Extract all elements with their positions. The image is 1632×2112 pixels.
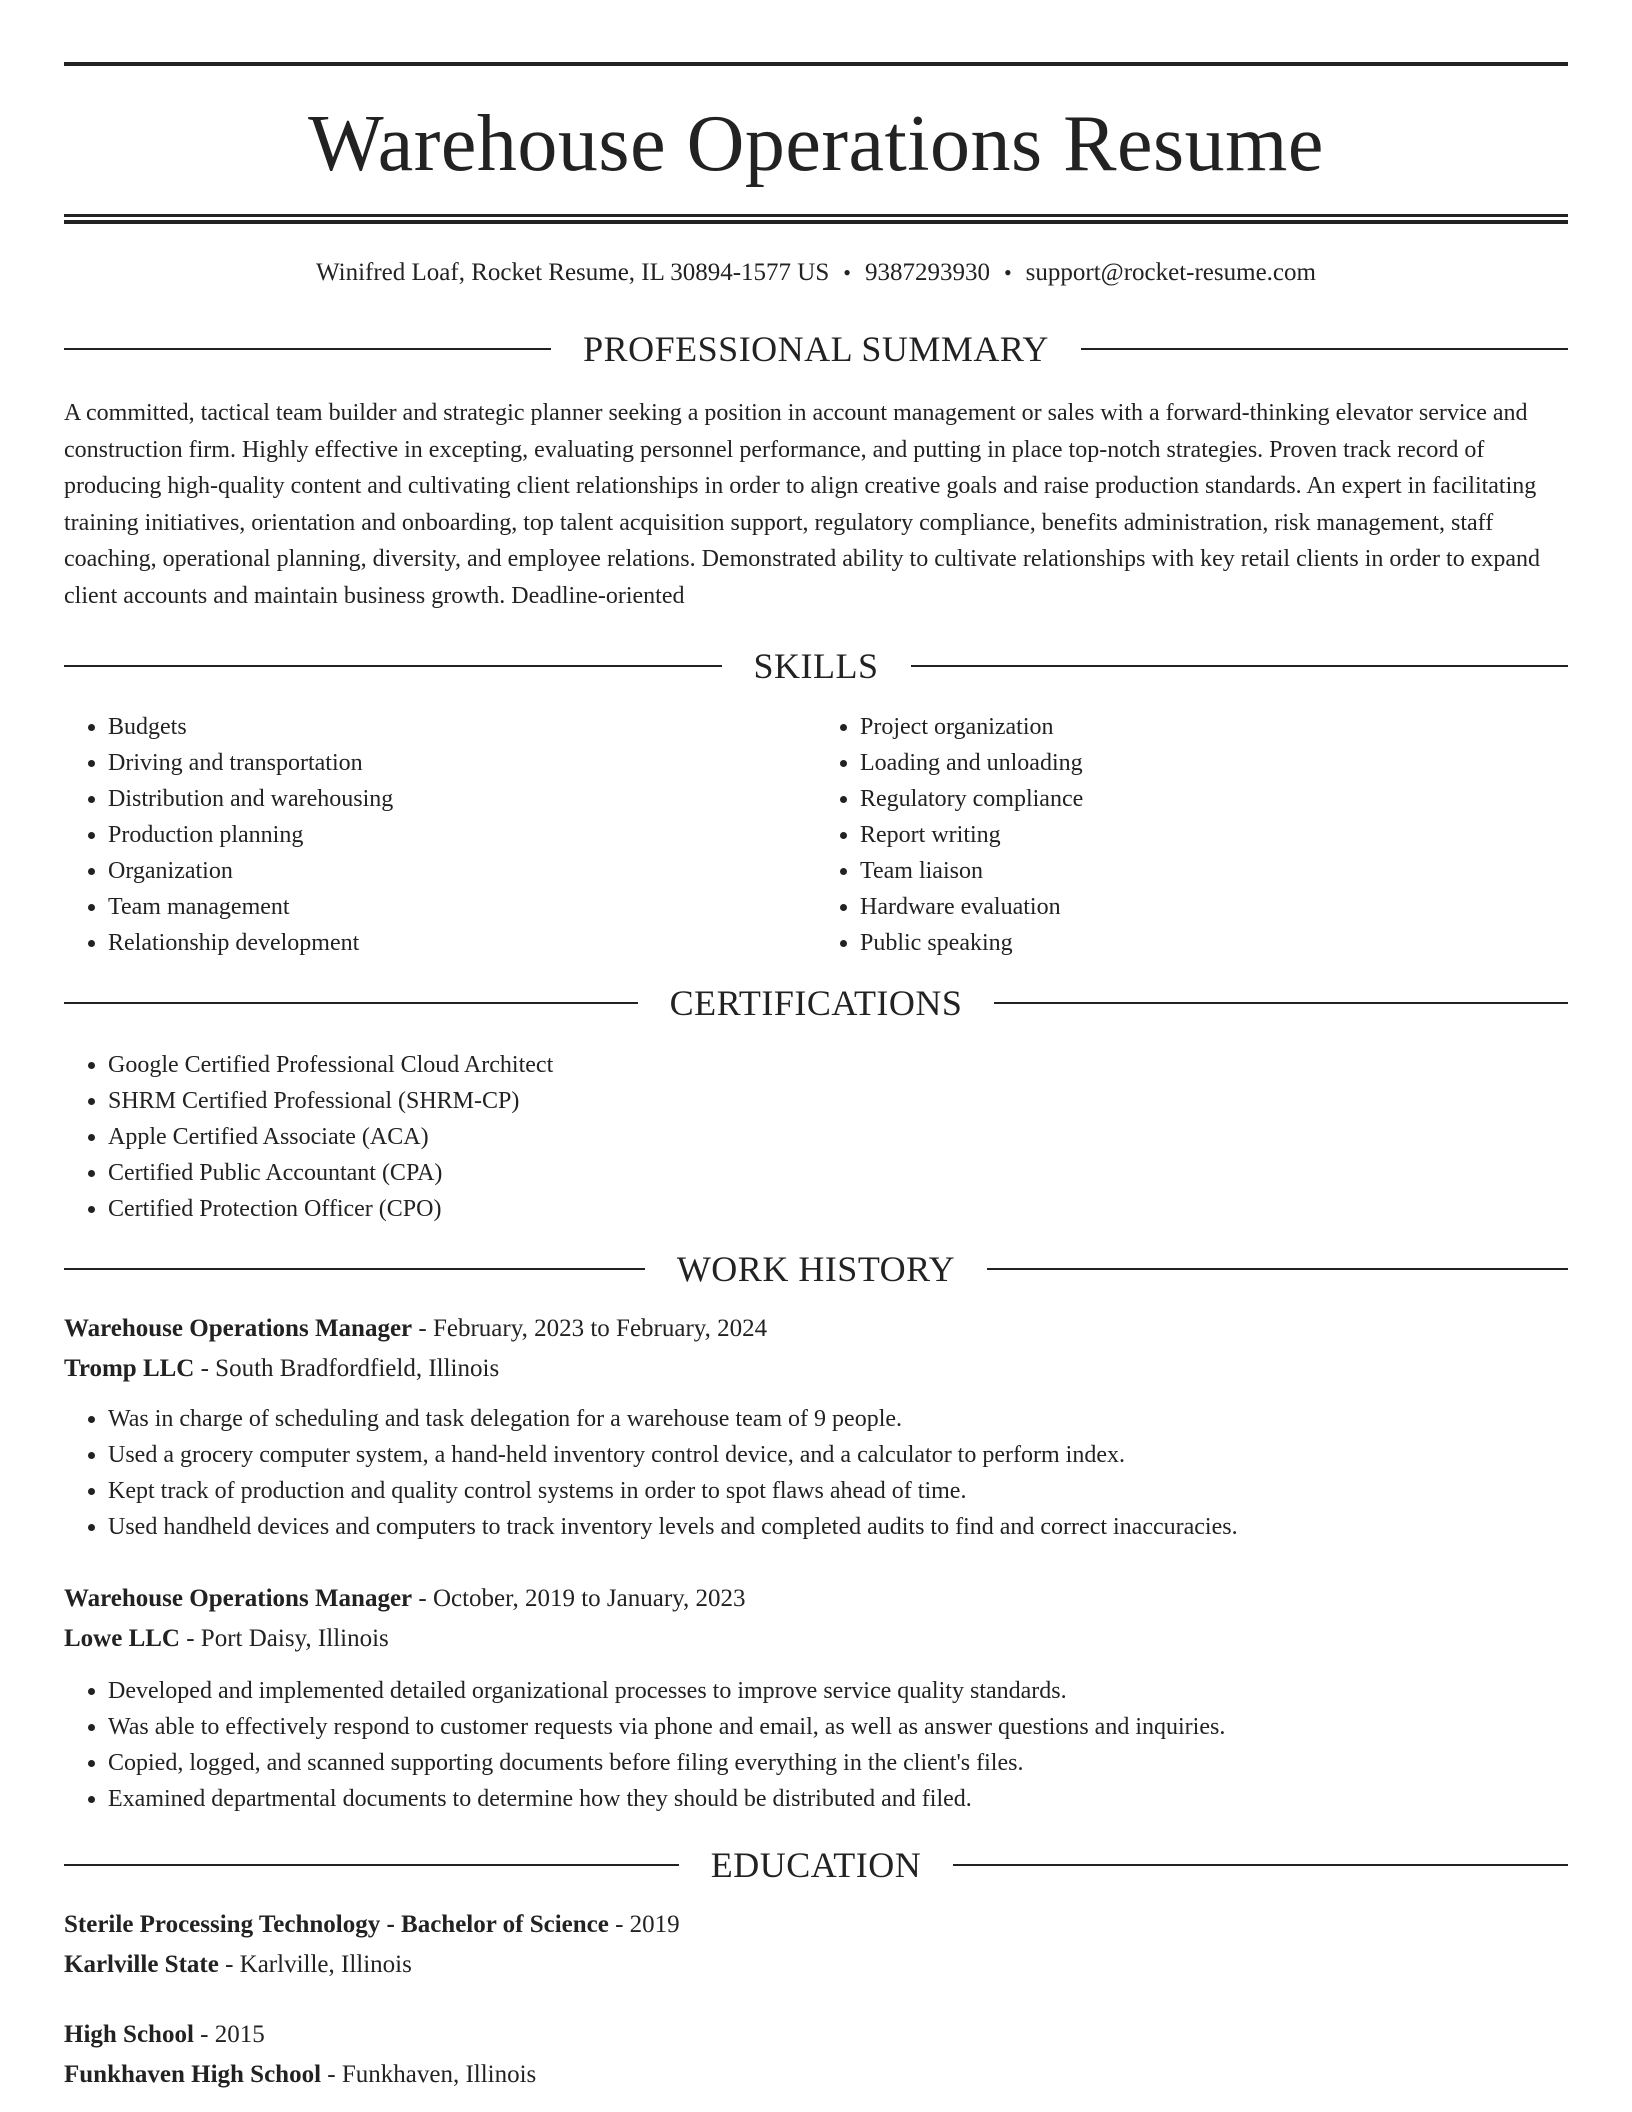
section-divider xyxy=(953,1864,1568,1866)
education-location: - Karlville, Illinois xyxy=(225,1951,412,1978)
section-title-work-history: WORK HISTORY xyxy=(676,1249,956,1289)
job-bullet: • Examined departmental documents to determine how they should be distributed and filed. xyxy=(108,1781,1568,1817)
certification-item: • Certified Public Accountant (CPA) xyxy=(108,1155,1568,1191)
job-title: Warehouse Operations Manager xyxy=(64,1585,413,1612)
skill-item: • Report writing xyxy=(860,817,1568,853)
contact-phone: 9387293930 xyxy=(864,259,990,286)
section-header-education xyxy=(64,1847,1568,1883)
education-degree: Sterile Processing Technology - Bachelor of Science xyxy=(64,1911,609,1938)
education-degree-line xyxy=(64,1905,1568,1945)
job-location: - Port Daisy, Illinois xyxy=(186,1625,389,1652)
education-degree-line xyxy=(64,2015,1568,2055)
skills-list-left xyxy=(64,709,816,961)
section-divider xyxy=(64,665,722,667)
skill-item: • Production planning xyxy=(108,817,816,853)
contact-address: Winifred Loaf, Rocket Resume, IL 30894-1577 US xyxy=(316,259,830,286)
certification-item: • Google Certified Professional Cloud Architect xyxy=(108,1047,1568,1083)
section-title-certifications: CERTIFICATIONS xyxy=(669,983,963,1023)
section-divider xyxy=(987,1268,1568,1270)
education-school: Karlville State xyxy=(64,1951,219,1978)
education-location: - Funkhaven, Illinois xyxy=(327,2061,537,2088)
education-entry xyxy=(64,2015,1568,2095)
job-company-line xyxy=(64,1349,1568,1389)
job-dates: - February, 2023 to February, 2024 xyxy=(418,1315,768,1342)
job-company: Tromp LLC xyxy=(64,1355,195,1382)
section-divider xyxy=(1081,348,1568,350)
section-header-certifications xyxy=(64,985,1568,1021)
job-bullet: • Copied, logged, and scanned supporting documents before filing everything in the client's files. xyxy=(108,1745,1568,1781)
contact-separator: • xyxy=(1003,260,1012,285)
skill-item: • Hardware evaluation xyxy=(860,889,1568,925)
title-double-rule xyxy=(64,214,1568,224)
certification-item: • Certified Protection Officer (CPO) xyxy=(108,1191,1568,1227)
top-rule xyxy=(64,62,1568,66)
job-dates: - October, 2019 to January, 2023 xyxy=(418,1585,746,1612)
contact-line xyxy=(64,260,1568,285)
skill-item: • Public speaking xyxy=(860,925,1568,961)
education-year: - 2015 xyxy=(200,2021,265,2048)
job-entry xyxy=(64,1579,1568,1817)
skills-grid xyxy=(64,709,1568,961)
section-title-summary: PROFESSIONAL SUMMARY xyxy=(583,329,1049,369)
section-divider xyxy=(994,1002,1568,1004)
section-divider xyxy=(64,1864,679,1866)
contact-separator: • xyxy=(843,260,851,285)
section-divider xyxy=(911,665,1569,667)
skill-item: • Driving and transportation xyxy=(108,745,816,781)
job-bullets xyxy=(64,1401,1568,1545)
job-title-line xyxy=(64,1309,1568,1349)
job-bullet: • Developed and implemented detailed organizational processes to improve service quality standards. xyxy=(108,1673,1568,1709)
education-school-line xyxy=(64,1945,1568,1985)
contact-email: support@rocket-resume.com xyxy=(1025,259,1316,286)
job-company-line xyxy=(64,1619,1568,1659)
education-school: Funkhaven High School xyxy=(64,2061,322,2088)
skill-item: • Relationship development xyxy=(108,925,816,961)
skills-list-right xyxy=(816,709,1568,961)
certification-item: • SHRM Certified Professional (SHRM-CP) xyxy=(108,1083,1568,1119)
skill-item: • Team liaison xyxy=(860,853,1568,889)
education-year: - 2019 xyxy=(615,1911,680,1938)
section-divider xyxy=(64,348,551,350)
section-header-work-history xyxy=(64,1251,1568,1287)
job-bullet: • Used a grocery computer system, a hand-held inventory control device, and a calculator to perform index. xyxy=(108,1437,1568,1473)
job-bullets xyxy=(64,1673,1568,1817)
job-company: Lowe LLC xyxy=(64,1625,180,1652)
job-location: - South Bradfordfield, Illinois xyxy=(200,1355,500,1382)
job-entry xyxy=(64,1309,1568,1545)
skill-item: • Loading and unloading xyxy=(860,745,1568,781)
job-title-line xyxy=(64,1579,1568,1619)
skill-item: • Distribution and warehousing xyxy=(108,781,816,817)
education-school-line xyxy=(64,2055,1568,2095)
education-degree: High School xyxy=(64,2021,194,2048)
skill-item: • Project organization xyxy=(860,709,1568,745)
skill-item: • Regulatory compliance xyxy=(860,781,1568,817)
section-divider xyxy=(64,1268,645,1270)
job-bullet: • Kept track of production and quality control systems in order to spot flaws ahead of time. xyxy=(108,1473,1568,1509)
education-entry xyxy=(64,1905,1568,1985)
job-title: Warehouse Operations Manager xyxy=(64,1315,413,1342)
section-title-skills: SKILLS xyxy=(753,646,879,686)
certifications-list xyxy=(64,1047,1568,1227)
page-title: Warehouse Operations Resume xyxy=(308,100,1324,188)
section-header-summary xyxy=(64,331,1568,367)
skill-item: • Team management xyxy=(108,889,816,925)
section-title-education: EDUCATION xyxy=(710,1845,922,1885)
job-bullet: • Was able to effectively respond to customer requests via phone and email, as well as answer questions and inquiries. xyxy=(108,1709,1568,1745)
resume-content xyxy=(64,62,1568,2095)
skill-item: • Organization xyxy=(108,853,816,889)
skill-item: • Budgets xyxy=(108,709,816,745)
certification-item: • Apple Certified Associate (ACA) xyxy=(108,1119,1568,1155)
job-bullet: • Used handheld devices and computers to track inventory levels and completed audits to find and correct inaccuracies. xyxy=(108,1509,1568,1545)
job-bullet: • Was in charge of scheduling and task delegation for a warehouse team of 9 people. xyxy=(108,1401,1568,1437)
section-header-skills xyxy=(64,648,1568,684)
summary-text: A committed, tactical team builder and strategic planner seeking a position in account management or sales with a forward-thinking elevator service and construction firm. Highly effective in excepting, evaluating personnel performance, and putting in place top-notch strategies. Proven track record of producing high-quality content and cultivating client relationships in order to align creative goals and raise production standards. An expert in facilitating training initiatives, orientation and onboarding, top talent acquisition support, regulatory compliance, benefits administration, risk management, staff coaching, operational planning, diversity, and employee relations. Demonstrated ability to cultivate relationships with key retail clients in order to expand client accounts and maintain business growth. Deadline-oriented xyxy=(64,400,1541,609)
section-divider xyxy=(64,1002,638,1004)
